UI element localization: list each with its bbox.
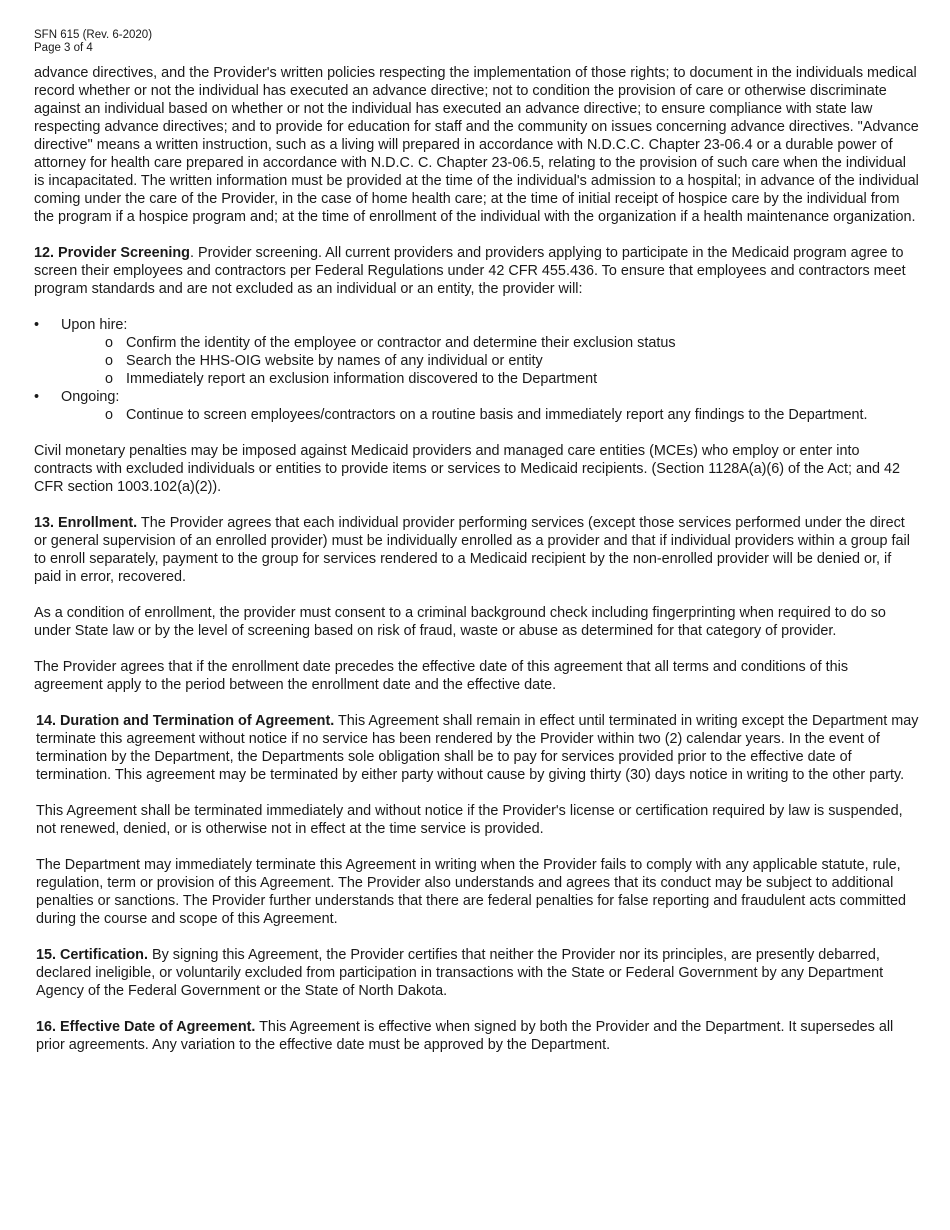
sub-bullet-icon: o — [105, 353, 114, 369]
sub-bullet-icon: o — [105, 407, 114, 423]
page-header — [34, 29, 152, 55]
screening-bullet-label: Ongoing: — [61, 389, 120, 405]
section-16: 16. Effective Date of Agreement. This Agreement is effective when signed by both the Provider and the Department. It supersedes all prior agreements. Any variation to the effective date must be approved by the Department. — [36, 1019, 894, 1053]
screening-sublist — [61, 406, 919, 424]
section-14-title: 14. Duration and Termination of Agreement. — [36, 713, 335, 729]
screening-subitem: o Continue to screen employees/contractors on a routine basis and immediately report any findings to the Department. — [105, 407, 868, 423]
section-13-p1: 13. Enrollment. The Provider agrees that each individual provider performing services (except those services performed under the direct or general supervision of an enrolled provider) must be individually enrolled as a provider and that if individual providers within a group fail to enroll separately, payment to the group for services rendered to a Medicaid recipient by the non-enrolled provider will be denied or, if paid in error, recovered. — [34, 515, 910, 585]
section-13-title: 13. Enrollment. — [34, 515, 138, 531]
section-12-penalties: Civil monetary penalties may be imposed against Medicaid providers and managed care entities (MCEs) who employ or enter into contracts with excluded individuals or entities to provide items or services to Medicaid recipients. (Section 1128A(a)(6) of the Act; and 42 CFR section 1003.102(a)(2)). — [34, 443, 900, 495]
document-body — [34, 64, 919, 1072]
bullet-icon: • — [34, 317, 40, 333]
section-14-p1: 14. Duration and Termination of Agreement. This Agreement shall remain in effect until terminated in writing except the Department may terminate this agreement without notice if no service has been rendered by the Provider within two (2) calendar years. In the event of termination by the Department, the Departments sole obligation shall be to pay for services provided prior to the effective date of termination. This agreement may be terminated by either party without cause by giving thirty (30) days notice in writing to the other party. — [36, 713, 919, 783]
section-12-intro-text: . Provider screening. All current providers and providers applying to participate in the Medicaid program agree to screen their employees and contractors per Federal Regulations under 42 CFR 455.436. To ensure that employees and contractors meet program standards and are not excluded as an individual or an entity, the provider will: — [34, 245, 906, 297]
screening-subitem: o Search the HHS-OIG website by names of any individual or entity — [105, 353, 543, 369]
section-12-title: 12. Provider Screening — [34, 245, 190, 261]
form-id: SFN 615 (Rev. 6-2020) — [34, 29, 153, 41]
section-11-continued: advance directives, and the Provider's written policies respecting the implementation of those rights; to document in the individuals medical record whether or not the individual has executed an advance directive; not to condition the provision of care or otherwise discriminate against an individual based on whether or not the individual has executed an advance directive; to ensure compliance with state law respecting advance directives; and to provide for education for staff and the community on issues concerning advance directives. "Advance directive" means a written instruction, such as a living will prepared in accordance with N.D.C.C. Chapter 23-06.4 or a durable power of attorney for health care prepared in accordance with N.D.C. C. Chapter 23-06.5, relating to the provision of such care when the individual is incapacitated. The written information must be provided at the time of the individual's admission to a hospital; in advance of the individual coming under the care of the Provider, in the case of home health care; at the time of initial receipt of hospice care by the individual from the program if a hospice program and; at the time of enrollment of the individual with the organization if a health maintenance organization. — [34, 65, 919, 225]
section-13-p3: The Provider agrees that if the enrollment date precedes the effective date of this agreement that all terms and conditions of this agreement apply to the period between the enrollment date and the effective date. — [34, 659, 849, 693]
sub-bullet-icon: o — [105, 371, 114, 387]
section-14-p3: The Department may immediately terminate this Agreement in writing when the Provider fails to comply with any applicable statute, rule, regulation, term or provision of this Agreement. The Provider also understands and agrees that its conduct may be subject to additional penalties or sanctions. The Provider further understands that there are federal penalties for false reporting and fraudulent acts committed during the course and scope of this Agreement. — [36, 857, 907, 927]
sub-bullet-icon: o — [105, 335, 114, 351]
section-15: 15. Certification. By signing this Agreement, the Provider certifies that neither the Provider nor its principles, are presently debarred, declared ineligible, or voluntarily excluded from participation in transactions with the State or Federal Government by any Department Agency of the Federal Government or the State of North Dakota. — [36, 947, 884, 999]
page-number: Page 3 of 4 — [34, 42, 93, 54]
screening-subitem: o Confirm the identity of the employee or contractor and determine their exclusion status — [105, 335, 676, 351]
screening-bullet-upon-hire — [34, 316, 919, 388]
section-16-title: 16. Effective Date of Agreement. — [36, 1019, 256, 1035]
bullet-icon: • — [34, 389, 40, 405]
section-13-p2: As a condition of enrollment, the provider must consent to a criminal background check including fingerprinting when required to do so under State law or by the level of screening based on risk of fraud, waste or abuse as determined for that category of provider. — [34, 605, 886, 639]
section-14-p2: This Agreement shall be terminated immediately and without notice if the Provider's license or certification required by law is suspended, not renewed, denied, or is otherwise not in effect at the time service is provided. — [36, 803, 903, 837]
screening-list — [34, 316, 919, 424]
screening-sublist — [61, 334, 919, 388]
screening-subitem: o Immediately report an exclusion information discovered to the Department — [105, 371, 598, 387]
section-12-intro — [34, 244, 919, 298]
section-15-title: 15. Certification. — [36, 947, 148, 963]
screening-bullet-ongoing — [34, 388, 919, 424]
screening-bullet-label: Upon hire: — [61, 317, 128, 333]
